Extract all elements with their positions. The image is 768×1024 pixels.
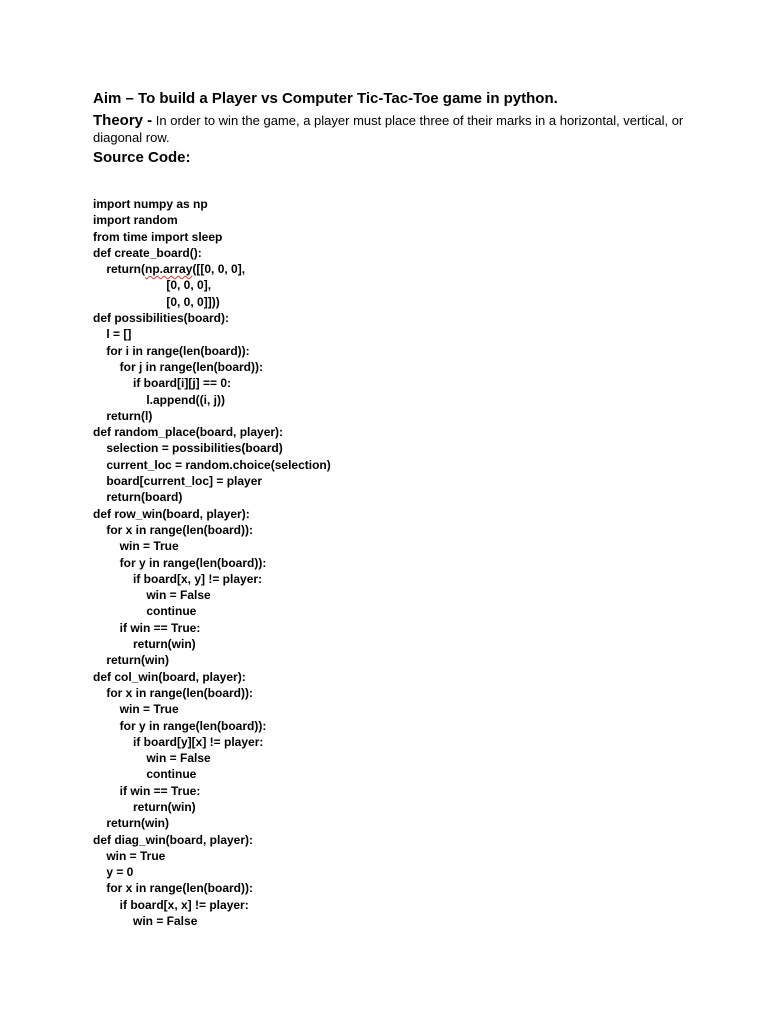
code-line: for y in range(len(board)): — [93, 555, 267, 570]
code-line: return(np.array([[0, 0, 0], — [93, 262, 246, 277]
code-line: win = False — [93, 588, 211, 603]
code-line: def random_place(board, player): — [93, 425, 284, 440]
code-line: if board[x, y] != player: — [93, 571, 263, 586]
code-line: selection = possibilities(board) — [93, 441, 283, 456]
code-line: for x in range(len(board)): — [93, 685, 254, 700]
code-line: win = False — [93, 914, 198, 929]
code-line: board[current_loc] = player — [93, 474, 263, 489]
theory-paragraph — [93, 112, 713, 146]
code-line: import numpy as np — [93, 197, 208, 211]
code-line: def row_win(board, player): — [93, 506, 250, 521]
code-line: [0, 0, 0], — [93, 278, 212, 293]
code-line: if board[i][j] == 0: — [93, 376, 232, 391]
code-line: if win == True: — [93, 620, 201, 635]
code-line: def col_win(board, player): — [93, 669, 246, 684]
code-line: return(win) — [93, 799, 196, 814]
code-line: def diag_win(board, player): — [93, 832, 254, 847]
code-line: win = False — [93, 751, 211, 766]
code-line: if win == True: — [93, 783, 201, 798]
code-line: current_loc = random.choice(selection) — [93, 457, 331, 472]
code-line: [0, 0, 0]])) — [93, 294, 220, 309]
code-line: return(win) — [93, 653, 169, 668]
code-line: win = True — [93, 848, 166, 863]
aim-heading: Aim – To build a Player vs Computer Tic-Tac-Toe game in python. — [93, 90, 558, 107]
theory-text: In order to win the game, a player must place three of their marks in a horizontal, vertical, or diagonal row. — [93, 113, 684, 145]
code-line: continue — [93, 604, 197, 619]
code-line: import random — [93, 213, 178, 228]
code-line: win = True — [93, 539, 179, 554]
document-page — [93, 88, 713, 929]
code-line: return(board) — [93, 490, 183, 505]
code-line: def create_board(): — [93, 245, 202, 260]
code-line: return(l) — [93, 408, 153, 423]
theory-label: Theory - — [93, 112, 153, 129]
code-line: return(win) — [93, 816, 169, 831]
code-line: y = 0 — [93, 865, 134, 880]
code-line: continue — [93, 767, 197, 782]
code-line: from time import sleep — [93, 229, 223, 244]
code-line: def possibilities(board): — [93, 311, 230, 326]
code-line: if board[y][x] != player: — [93, 734, 264, 749]
code-line: l = [] — [93, 327, 132, 342]
source-code-title: Source Code: — [93, 149, 191, 166]
code-line: for i in range(len(board)): — [93, 343, 250, 358]
code-line: if board[x, x] != player: — [93, 897, 249, 912]
code-line: for x in range(len(board)): — [93, 881, 254, 896]
code-line: l.append((i, j)) — [93, 392, 225, 407]
code-line: for j in range(len(board)): — [93, 359, 263, 374]
code-line: for y in range(len(board)): — [93, 718, 267, 733]
code-line: win = True — [93, 702, 179, 717]
code-line: return(win) — [93, 637, 196, 652]
code-line: for x in range(len(board)): — [93, 522, 254, 537]
code-block — [93, 196, 713, 929]
